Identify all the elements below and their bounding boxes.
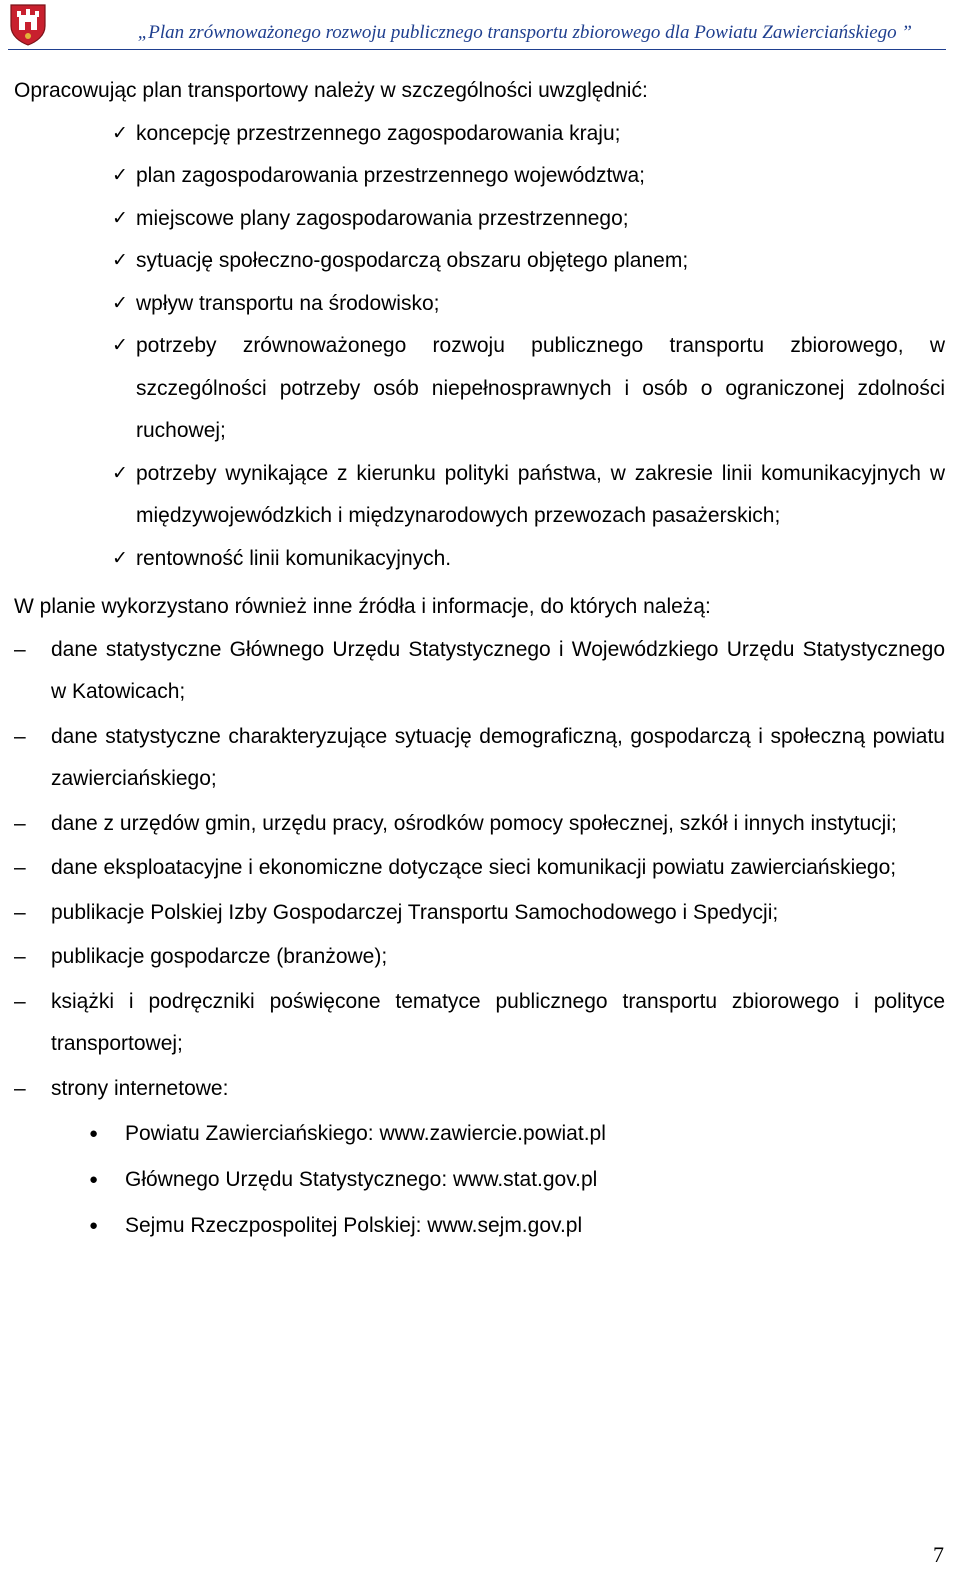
dash-marker: – <box>14 724 26 748</box>
document-title: „Plan zrównoważonego rozwoju publicznego transportu zbiorowego dla Powiatu Zawierciańskiego ” <box>137 22 912 43</box>
checkmark-icon: ✓ <box>112 250 128 271</box>
considerations-checklist <box>14 113 945 581</box>
source-item: – dane eksploatacyjne i ekonomiczne dotyczące sieci komunikacji powiatu zawierciańskiego; <box>14 847 945 890</box>
checklist-item: ✓ rentowność linii komunikacyjnych. <box>14 538 945 581</box>
sources-paragraph: W planie wykorzystano również inne źródła i informacje, do których należą: <box>14 595 711 618</box>
checkmark-icon: ✓ <box>112 122 128 144</box>
bullet-marker: ● <box>89 1171 99 1188</box>
checklist-item: ✓ wpływ transportu na środowisko; <box>14 283 945 326</box>
dash-marker: – <box>14 989 26 1013</box>
intro-paragraph: Opracowując plan transportowy należy w szczególności uwzględnić: <box>14 79 648 102</box>
checkmark-icon: ✓ <box>112 547 128 569</box>
checklist-item: ✓ potrzeby wynikające z kierunku polityki państwa, w zakresie linii komunikacyjnych w międzywojewódzkich i międzynarodowych przewozach pasażerskich; <box>14 453 945 538</box>
checkmark-icon: ✓ <box>112 207 128 229</box>
checklist-item: ✓ plan zagospodarowania przestrzennego województwa; <box>14 155 945 198</box>
sources-list <box>14 629 945 1249</box>
website-item: ● Głównego Urzędu Statystycznego: www.stat.gov.pl <box>51 1158 945 1202</box>
source-item: – książki i podręczniki poświęcone tematyce publicznego transportu zbiorowego i polityce transportowej; <box>14 981 945 1066</box>
source-item: – publikacje Polskiej Izby Gospodarczej Transportu Samochodowego i Spedycji; <box>14 892 945 935</box>
checkmark-icon: ✓ <box>112 335 128 356</box>
county-coat-of-arms-icon <box>8 2 48 46</box>
websites-list <box>51 1112 945 1248</box>
dash-marker: – <box>14 856 26 879</box>
source-item: – dane z urzędów gmin, urzędu pracy, ośrodków pomocy społecznej, szkół i innych instytucji; <box>14 803 945 846</box>
dash-marker: – <box>14 637 26 661</box>
bullet-marker: ● <box>89 1217 99 1234</box>
checklist-item: ✓ miejscowe plany zagospodarowania przestrzennego; <box>14 198 945 241</box>
website-item: ● Powiatu Zawierciańskiego: www.zawiercie.powiat.pl <box>51 1112 945 1156</box>
source-item: – dane statystyczne charakteryzujące sytuację demograficzną, gospodarczą i społeczną powiatu zawierciańskiego; <box>14 716 945 801</box>
source-item: – publikacje gospodarcze (branżowe); <box>14 936 945 979</box>
page-number: 7 <box>933 1542 944 1567</box>
checklist-item: ✓ potrzeby zrównoważonego rozwoju publicznego transportu zbiorowego, w szczególności potrzeby osób niepełnosprawnych i osób o ograniczonej zdolności ruchowej; <box>14 325 945 453</box>
bullet-marker: ● <box>89 1125 99 1142</box>
checkmark-icon: ✓ <box>112 462 128 484</box>
source-item: – dane statystyczne Głównego Urzędu Statystycznego i Wojewódzkiego Urzędu Statystycznego w Katowicach; <box>14 629 945 714</box>
source-item: – strony internetowe: ● Powiatu Zawierciańskiego: www.zawiercie.powiat.pl ● Głównego Urzędu Statystycznego: www.stat.gov.pl ● Sejmu Rzeczpospolitej Polskiej: www.sejm.gov.pl <box>14 1068 945 1249</box>
website-item: ● Sejmu Rzeczpospolitej Polskiej: www.sejm.gov.pl <box>51 1204 945 1248</box>
dash-marker: – <box>14 1076 26 1100</box>
checkmark-icon: ✓ <box>112 165 128 186</box>
checklist-item: ✓ sytuację społeczno-gospodarczą obszaru objętego planem; <box>14 240 945 283</box>
header-divider <box>8 49 946 50</box>
checklist-item: ✓ koncepcję przestrzennego zagospodarowania kraju; <box>14 113 945 156</box>
dash-marker: – <box>14 811 26 835</box>
page-body <box>14 70 945 1250</box>
dash-marker: – <box>14 945 26 968</box>
page-header <box>0 0 960 54</box>
checkmark-icon: ✓ <box>112 292 128 314</box>
dash-marker: – <box>14 900 26 924</box>
